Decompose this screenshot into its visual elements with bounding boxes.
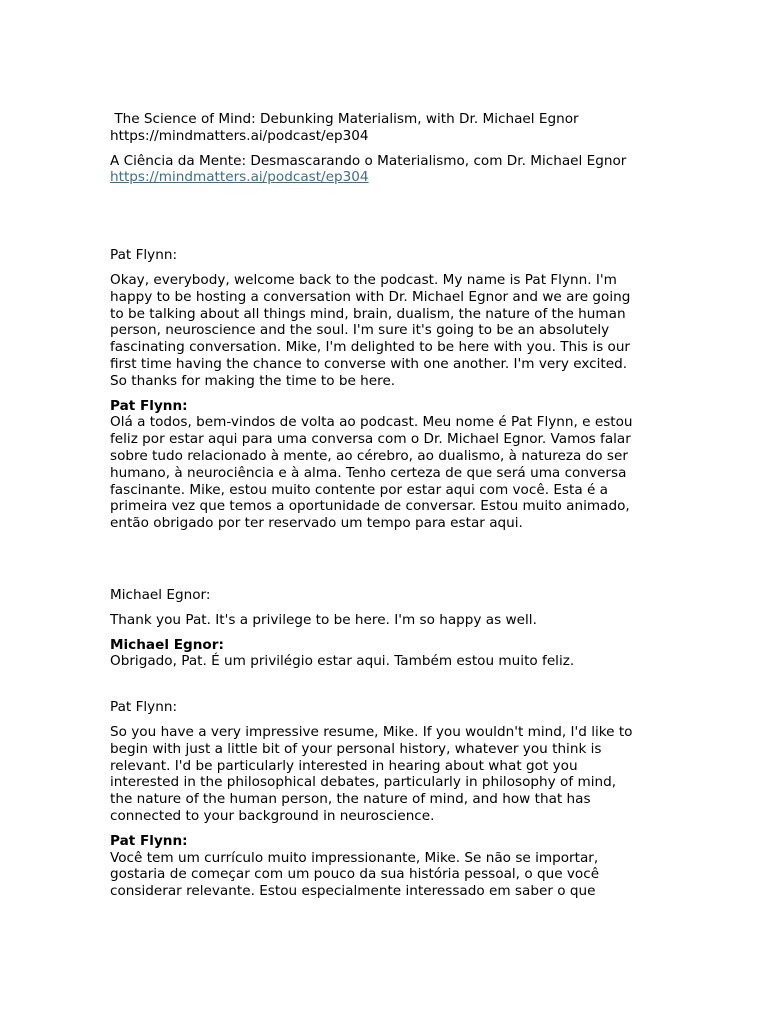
- transcript-paragraph-pt: Obrigado, Pat. É um privilégio estar aqui. Também estou muito feliz.: [110, 653, 575, 670]
- title-block-en: [110, 111, 670, 145]
- speaker-label-pt: Michael Egnor:: [110, 636, 224, 653]
- transcript-paragraph-en: So you have a very impressive resume, Mike. If you wouldn't mind, I'd like to begin with just a little bit of your personal history, whatever you think is relevant. I'd be particularly interested in hearing about what got you interested in the philosophical debates, particularly in philosophy of mind, the nature of the human person, the nature of mind, and how that has connected to your background in neuroscience.: [110, 723, 633, 824]
- spacer: [110, 532, 670, 587]
- document-page: [110, 111, 670, 900]
- speaker-label-en: Pat Flynn:: [110, 699, 178, 716]
- speaker-label-en: Pat Flynn:: [110, 247, 178, 264]
- transcript-paragraph-pt: Olá a todos, bem-vindos de volta ao podcast. Meu nome é Pat Flynn, e estou feliz por estar aqui para uma conversa com o Dr. Michael Egnor. Vamos falar sobre tudo relacionado à mente, ao cérebro, ao dualismo, à natureza do ser humano, à neurociência e à alma. Tenho certeza de que será uma conversa fascinante. Mike, estou muito contente por estar aqui com você. Esta é a primeira vez que temos a oportunidade de conversar. Estou muito animado, então obrigado por ter reservado um tempo para estar aqui.: [110, 414, 633, 532]
- spacer: [110, 186, 670, 247]
- speaker-label-en: Michael Egnor:: [110, 586, 211, 603]
- spacer: [110, 670, 670, 699]
- transcript-paragraph-pt: Você tem um currículo muito impressionante, Mike. Se não se importar, gostaria de começar com um pouco da sua história pessoal, o que você considerar relevante. Estou especialmente interessado em saber o que: [110, 849, 600, 900]
- transcript-paragraph-en: Thank you Pat. It's a privilege to be here. I'm so happy as well.: [110, 611, 537, 628]
- transcript-paragraph-en: Okay, everybody, welcome back to the podcast. My name is Pat Flynn. I'm happy to be hosting a conversation with Dr. Michael Egnor and we are going to be talking about all things mind, brain, dualism, the nature of the human person, neuroscience and the soul. I'm sure it's going to be an absolutely fascinating conversation. Mike, I'm delighted to be here with you. This is our first time having the chance to converse with one another. I'm very excited. So thanks for making the time to be here.: [110, 271, 631, 389]
- episode-title-pt: A Ciência da Mente: Desmascarando o Materialismo, com Dr. Michael Egnor: [110, 152, 627, 169]
- speaker-label-pt: Pat Flynn:: [110, 397, 188, 414]
- speaker-label-pt: Pat Flynn:: [110, 832, 188, 849]
- episode-url-pt-link[interactable]: https://mindmatters.ai/podcast/ep304: [110, 169, 369, 186]
- title-block-pt: [110, 153, 670, 187]
- episode-url-en: https://mindmatters.ai/podcast/ep304: [110, 127, 369, 144]
- episode-title-en: The Science of Mind: Debunking Materialism, with Dr. Michael Egnor: [110, 111, 579, 127]
